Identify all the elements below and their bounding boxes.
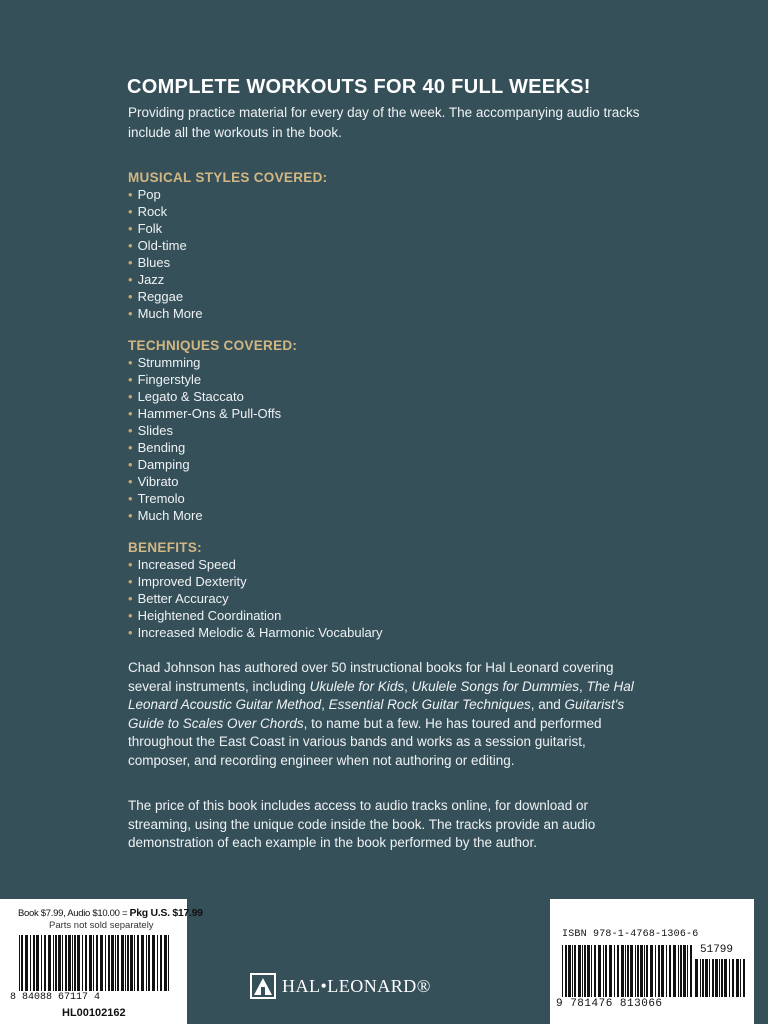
list-item: [128, 490, 281, 507]
barcode-bar: [637, 945, 639, 997]
book-title: Ukulele Songs for Dummies: [411, 678, 579, 694]
bullet-icon: •: [128, 238, 133, 253]
barcode-bar: [115, 935, 116, 991]
book-title: Ukulele for Kids: [309, 678, 405, 694]
list-item: [128, 186, 203, 203]
list-item: [128, 556, 383, 573]
bullet-icon: •: [128, 440, 133, 455]
barcode-bar: [130, 935, 133, 991]
techniques-list: [128, 354, 281, 524]
barcode-bar: [121, 935, 124, 991]
barcode-bar: [72, 935, 73, 991]
barcode-bar: [591, 945, 592, 997]
barcode-bar: [105, 935, 106, 991]
barcode-bar: [702, 959, 704, 997]
barcode-bar: [709, 959, 710, 997]
benefits-heading: BENEFITS:: [128, 540, 202, 555]
list-item-label: Increased Melodic & Harmonic Vocabulary: [137, 625, 383, 640]
barcode-bar: [605, 945, 607, 997]
barcode-bar: [93, 935, 94, 991]
barcode-bar: [168, 935, 169, 991]
list-item: [128, 237, 203, 254]
barcode-bar: [68, 935, 71, 991]
bio-text: Chad Johnson has authored over 50 instructional books for Hal Leonard covering several instruments, including: [128, 660, 614, 694]
list-item-label: Slides: [137, 423, 173, 438]
barcode-bar: [36, 935, 39, 991]
list-item-label: Blues: [137, 255, 171, 270]
barcode-bar: [680, 945, 682, 997]
bullet-icon: •: [128, 389, 133, 404]
barcode-bar: [160, 935, 162, 991]
barcode-bar: [644, 945, 645, 997]
barcode-bar: [125, 935, 126, 991]
isbn-box: [550, 899, 754, 1024]
barcode-bar: [736, 959, 739, 997]
bullet-icon: •: [128, 221, 133, 236]
barcode-bar: [137, 935, 139, 991]
barcode-bar: [89, 935, 92, 991]
list-item-label: Jazz: [137, 272, 165, 287]
barcode-bar: [100, 935, 103, 991]
barcode-bar: [587, 945, 590, 997]
barcode-bar: [33, 935, 35, 991]
author-bio: [128, 659, 648, 770]
barcode-bar: [44, 935, 46, 991]
bullet-icon: •: [128, 306, 133, 321]
bullet-icon: •: [128, 372, 133, 387]
barcode-bar: [25, 935, 28, 991]
list-item-label: Tremolo: [137, 491, 185, 506]
price-box: [0, 899, 203, 1024]
list-item: [128, 590, 383, 607]
barcode-bar: [721, 959, 723, 997]
list-item-label: Damping: [137, 457, 190, 472]
headline: COMPLETE WORKOUTS FOR 40 FULL WEEKS!: [127, 76, 591, 98]
barcode-bar: [134, 935, 135, 991]
upc-barcode: [19, 935, 169, 991]
benefits-list: [128, 556, 383, 641]
barcode-bar: [666, 945, 667, 997]
barcode-bar: [729, 959, 730, 997]
isbn-barcode: [562, 945, 692, 997]
list-item-label: Improved Dexterity: [137, 574, 247, 589]
list-item: [128, 388, 281, 405]
list-item: [128, 271, 203, 288]
audio-note: The price of this book includes access to audio tracks online, for download or streaming, using the unique code inside the book. The tracks provide an audio demonstration of each example in the book performed by the author.: [128, 798, 596, 850]
barcode-bar: [609, 945, 612, 997]
barcode-bar: [117, 935, 119, 991]
barcode-bar: [719, 959, 720, 997]
bullet-icon: •: [128, 272, 133, 287]
barcode-bar: [164, 935, 167, 991]
bullet-icon: •: [128, 423, 133, 438]
hal-leonard-logo-icon: [250, 973, 276, 999]
barcode-bar: [584, 945, 586, 997]
bullet-icon: •: [128, 457, 133, 472]
barcode-bar: [19, 935, 20, 991]
bio-separator: , and: [530, 697, 565, 712]
styles-heading: MUSICAL STYLES COVERED:: [128, 170, 328, 185]
list-item: [128, 288, 203, 305]
barcode-bar: [582, 945, 583, 997]
list-item: [128, 305, 203, 322]
list-item: [128, 439, 281, 456]
bullet-icon: •: [128, 204, 133, 219]
list-item-label: Rock: [137, 204, 168, 219]
barcode-bar: [562, 945, 563, 997]
barcode-bar: [640, 945, 643, 997]
bullet-icon: •: [128, 557, 133, 572]
barcode-bar: [635, 945, 636, 997]
list-item-label: Bending: [137, 440, 186, 455]
barcode-bar: [157, 935, 158, 991]
barcode-bar: [625, 945, 626, 997]
techniques-heading: TECHNIQUES COVERED:: [128, 338, 298, 353]
bullet-icon: •: [128, 574, 133, 589]
list-item: [128, 624, 383, 641]
barcode-bar: [650, 945, 653, 997]
barcode-bar: [65, 935, 67, 991]
barcode-bar: [661, 945, 664, 997]
book-title: Essential Rock Guitar Techniques: [328, 697, 531, 712]
isbn-addon-barcode: [695, 959, 745, 997]
barcode-bar: [77, 935, 80, 991]
barcode-bar: [62, 935, 63, 991]
barcode-bar: [743, 959, 745, 997]
upc-digits: 8 84088 67117 4: [10, 992, 101, 1003]
bullet-icon: •: [128, 406, 133, 421]
bio-separator: ,: [578, 678, 587, 694]
barcode-bar: [669, 945, 671, 997]
isbn-digits: 9 781476 813066: [556, 998, 663, 1010]
publisher-name: HAL•LEONARD®: [282, 975, 431, 996]
list-item-label: Folk: [137, 221, 163, 236]
barcode-bar: [646, 945, 648, 997]
barcode-bar: [627, 945, 629, 997]
barcode-bar: [148, 935, 150, 991]
bio-separator: ,: [404, 678, 412, 694]
barcode-bar: [41, 935, 42, 991]
list-item: [128, 203, 203, 220]
barcode-bar: [146, 935, 147, 991]
price-note: Parts not sold separately: [49, 920, 154, 931]
publisher-logo: [250, 973, 431, 999]
list-item: [128, 507, 281, 524]
barcode-bar: [695, 959, 698, 997]
barcode-bar: [55, 935, 57, 991]
list-item-label: Much More: [137, 306, 203, 321]
item-code: HL00102162: [62, 1007, 126, 1019]
barcode-bar: [574, 945, 576, 997]
list-item: [128, 456, 281, 473]
barcode-bar: [53, 935, 54, 991]
list-item: [128, 354, 281, 371]
barcode-bar: [705, 959, 708, 997]
list-item-label: Strumming: [137, 355, 201, 370]
list-item: [128, 405, 281, 422]
list-item: [128, 371, 281, 388]
barcode-bar: [30, 935, 31, 991]
barcode-bar: [700, 959, 701, 997]
styles-list: [128, 186, 203, 322]
barcode-bar: [111, 935, 114, 991]
isbn-label: ISBN 978-1-4768-1306-6: [562, 929, 699, 940]
list-item: [128, 573, 383, 590]
list-item: [128, 254, 203, 271]
barcode-bar: [48, 935, 51, 991]
barcode-bar: [108, 935, 110, 991]
package-price: Pkg U.S. $17.99: [129, 907, 203, 919]
list-item-label: Increased Speed: [137, 557, 236, 572]
price-components: Book $7.99, Audio $10.00 =: [18, 908, 130, 919]
list-item-label: Pop: [137, 187, 161, 202]
barcode-bar: [578, 945, 581, 997]
list-item: [128, 607, 383, 624]
barcode-bar: [82, 935, 83, 991]
barcode-bar: [568, 945, 571, 997]
barcode-bar: [152, 935, 155, 991]
bullet-icon: •: [128, 187, 133, 202]
bullet-icon: •: [128, 289, 133, 304]
barcode-bar: [565, 945, 567, 997]
bullet-icon: •: [128, 474, 133, 489]
barcode-bar: [614, 945, 615, 997]
bullet-icon: •: [128, 591, 133, 606]
barcode-bar: [712, 959, 714, 997]
bullet-icon: •: [128, 625, 133, 640]
barcode-bar: [687, 945, 688, 997]
barcode-bar: [732, 959, 734, 997]
list-item-label: Heightened Coordination: [137, 608, 282, 623]
isbn-addon-digits: 51799: [700, 944, 734, 956]
barcode-bar: [603, 945, 604, 997]
bullet-icon: •: [128, 491, 133, 506]
book-title: Guitarist's Guide to Scales Over Chords: [128, 697, 625, 731]
list-item-label: Better Accuracy: [137, 591, 229, 606]
bullet-icon: •: [128, 255, 133, 270]
barcode-bar: [21, 935, 23, 991]
barcode-bar: [655, 945, 656, 997]
intro-text: Providing practice material for every day of the week. The accompanying audio tracks include all the workouts in the book.: [128, 105, 640, 140]
list-item: [128, 220, 203, 237]
barcode-bar: [715, 959, 718, 997]
barcode-bar: [740, 959, 741, 997]
bio-text: , to name but a few. He has toured and performed throughout the East Coast in various bands and works as a session guitarist, composer, and recording engineer when not authoring or editing.: [128, 715, 602, 768]
barcode-bar: [594, 945, 596, 997]
barcode-bar: [74, 935, 76, 991]
barcode-bar: [58, 935, 61, 991]
barcode-bar: [683, 945, 686, 997]
list-item: [128, 473, 281, 490]
barcode-bar: [658, 945, 660, 997]
list-item-label: Legato & Staccato: [137, 389, 244, 404]
book-title: The Hal Leonard Acoustic Guitar Method: [128, 678, 634, 712]
price-line: [18, 907, 203, 919]
bullet-icon: •: [128, 508, 133, 523]
list-item: [128, 422, 281, 439]
barcode-bar: [85, 935, 87, 991]
list-item-label: Much More: [137, 508, 203, 523]
bullet-icon: •: [128, 608, 133, 623]
barcode-bar: [673, 945, 676, 997]
barcode-bar: [617, 945, 619, 997]
barcode-bar: [96, 935, 98, 991]
barcode-bar: [141, 935, 144, 991]
barcode-bar: [678, 945, 679, 997]
list-item-label: Old-time: [137, 238, 187, 253]
barcode-bar: [630, 945, 633, 997]
barcode-bar: [690, 945, 692, 997]
bullet-icon: •: [128, 355, 133, 370]
barcode-bar: [724, 959, 727, 997]
bio-separator: ,: [321, 697, 329, 712]
list-item-label: Vibrato: [137, 474, 179, 489]
barcode-bar: [572, 945, 573, 997]
barcode-bar: [621, 945, 624, 997]
barcode-bar: [127, 935, 129, 991]
list-item-label: Reggae: [137, 289, 184, 304]
list-item-label: Hammer-Ons & Pull-Offs: [137, 406, 282, 421]
list-item-label: Fingerstyle: [137, 372, 202, 387]
barcode-bar: [598, 945, 601, 997]
